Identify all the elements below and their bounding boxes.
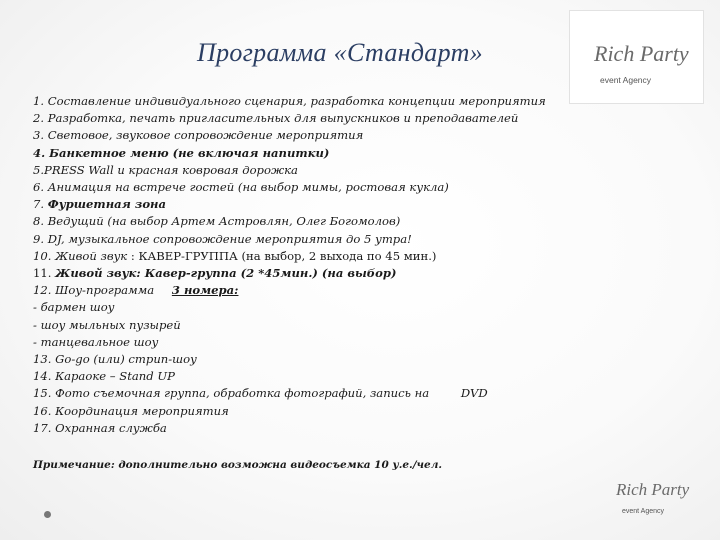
list-item: 3. Световое, звуковое сопровождение мероприятия <box>33 128 364 143</box>
item-text: 15. Фото съемочная группа, обработка фотографий, запись на <box>33 386 430 401</box>
list-item: 2. Разработка, печать пригласительных для выпускников и преподавателей <box>33 111 519 126</box>
list-item: 5.PRESS Wall и красная ковровая дорожка <box>33 162 298 177</box>
item-text: 3 номера: <box>171 283 239 298</box>
list-item <box>33 196 573 213</box>
item-text: Фуршетная зона <box>47 197 167 212</box>
list-item: 16. Координация мероприятия <box>33 403 229 418</box>
item-text: 10. Живой звук <box>33 248 128 263</box>
list-item: 6. Анимация на встрече гостей (на выбор мимы, ростовая кукла) <box>33 180 449 195</box>
logo-script-text: Rich Party <box>616 480 690 499</box>
item-text: 12. Шоу-программа <box>33 283 155 298</box>
list-item: 8. Ведущий (на выбор Артем Астровлян, Олег Богомолов) <box>33 214 401 229</box>
item-number: 7. <box>33 197 45 212</box>
item-text: DVD <box>460 386 488 401</box>
list-item <box>33 385 573 402</box>
list-item: 9. DJ, музыкальное сопровождение мероприятия до 5 утра! <box>33 231 412 246</box>
logo-top <box>569 10 704 104</box>
logo-script-text: Rich Party <box>594 41 689 66</box>
logo-bottom <box>598 458 702 530</box>
list-item: 13. Go-go (или) стрип-шоу <box>33 352 197 367</box>
list-item <box>33 282 573 299</box>
list-item: - шоу мыльных пузырей <box>33 317 181 332</box>
list-item: - танцевальное шоу <box>33 334 159 349</box>
page-title: Программа «Стандарт» <box>197 38 483 67</box>
list-item: - бармен шоу <box>33 300 115 315</box>
item-text: : КАВЕР-ГРУППА (на выбор, 2 выхода по 45 мин.) <box>130 248 437 263</box>
footnote: Примечание: дополнительно возможна видеосъемка 10 у.е./чел. <box>33 459 443 471</box>
program-list <box>33 93 573 437</box>
list-item: 1. Составление индивидуального сценария, разработка концепции мероприятия <box>33 94 546 108</box>
list-item: 4. Банкетное меню (не включая напитки) <box>33 145 330 160</box>
list-item: 17. Охранная служба <box>33 420 167 435</box>
logo-subtitle: event Agency <box>600 75 652 85</box>
item-text: Живой звук: Кавер-группа (2 *45мин.) (на выбор) <box>55 266 397 281</box>
item-number: 11. <box>33 266 52 281</box>
logo-subtitle: event Agency <box>622 508 665 515</box>
list-item <box>33 248 573 265</box>
list-item: 14. Караоке – Stand UP <box>33 369 175 384</box>
list-item <box>33 265 573 282</box>
bullet-dot <box>44 511 51 518</box>
